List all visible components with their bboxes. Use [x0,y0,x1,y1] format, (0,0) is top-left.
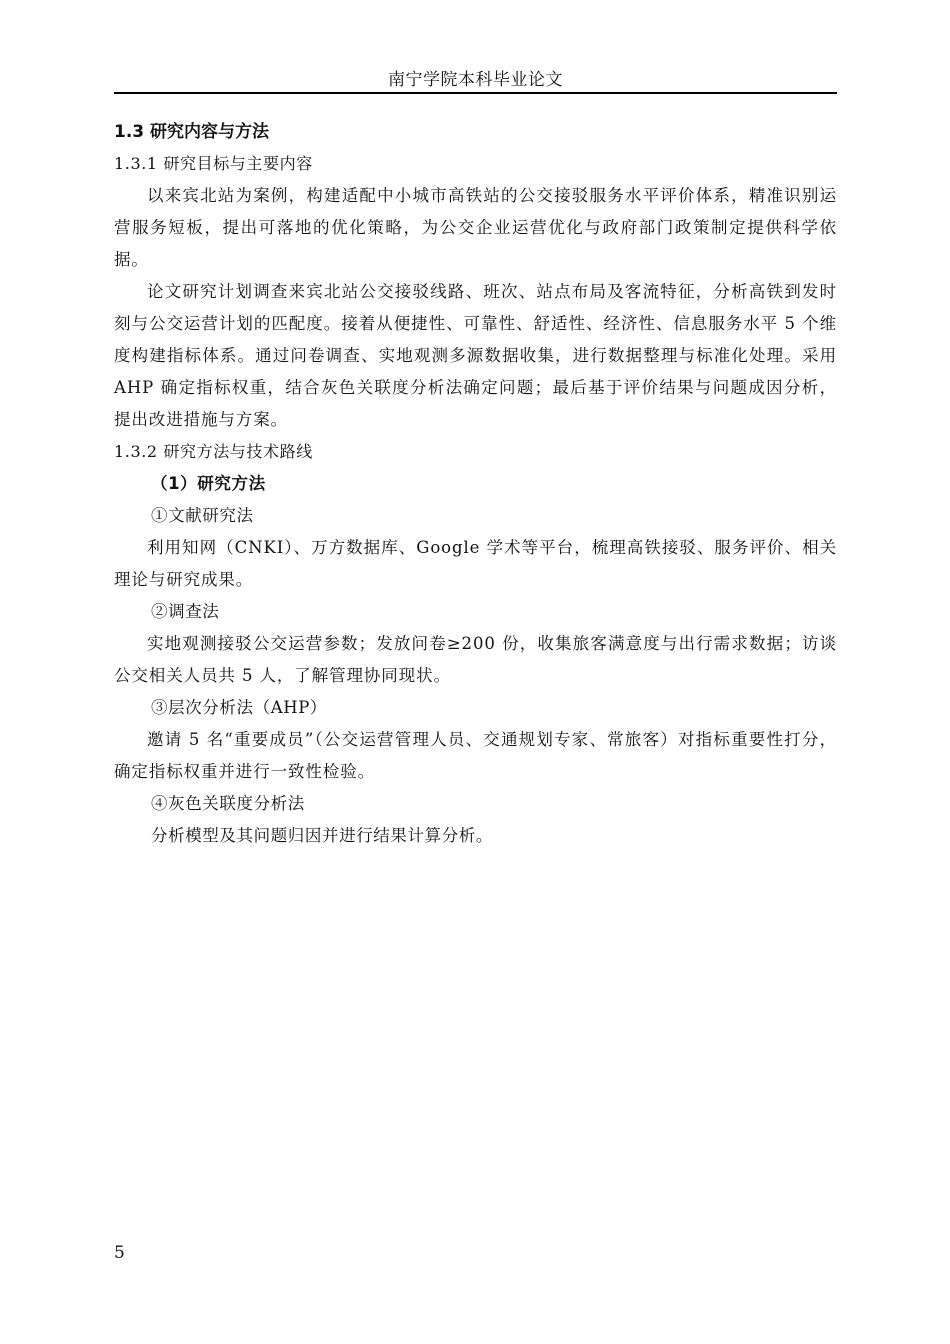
method-desc-survey: 实地观测接驳公交运营参数；发放问卷≥200 份，收集旅客满意度与出行需求数据；访谈公交相关人员共 5 人，了解管理协同现状。 [114,634,837,685]
method-desc-grey-relational: 分析模型及其问题归因并进行结果计算分析。 [151,826,493,845]
section-title: 1.3 研究内容与方法 [114,122,270,142]
method-desc-ahp: 邀请 5 名“重要成员”（公交运营管理人员、交通规划专家、常旅客）对指标重要性打分，确定指标权重并进行一致性检验。 [114,730,837,781]
page-number: 5 [114,1243,125,1263]
header-divider [114,92,837,94]
page-body [114,116,837,852]
paragraph-research-goal: 以来宾北站为案例，构建适配中小城市高铁站的公交接驳服务水平评价体系，精准识别运营服务短板，提出可落地的优化策略，为公交企业运营优化与政府部门政策制定提供科学依据。 [114,186,837,269]
method-name-grey-relational: ④灰色关联度分析法 [151,794,305,813]
method-desc-literature: 利用知网（CNKI）、万方数据库、Google 学术等平台，梳理高铁接驳、服务评价、相关理论与研究成果。 [114,538,837,589]
method-name-literature: ①文献研究法 [151,506,254,525]
methods-heading: （1）研究方法 [151,474,266,493]
page-header: 南宁学院本科毕业论文 [388,70,563,90]
method-name-survey: ②调查法 [151,602,220,621]
subsection-title-1-3-2: 1.3.2 研究方法与技术路线 [114,442,313,461]
subsection-title-1-3-1: 1.3.1 研究目标与主要内容 [114,154,313,173]
paragraph-research-content: 论文研究计划调查来宾北站公交接驳线路、班次、站点布局及客流特征，分析高铁到发时刻与公交运营计划的匹配度。接着从便捷性、可靠性、舒适性、经济性、信息服务水平 5 个维度构建指标体系。通过问卷调查、实地观测多源数据收集，进行数据整理与标准化处理。采用 AHP 确定指标权重，结合灰色关联度分析法确定问题；最后基于评价结果与问题成因分析，提出改进措施与方案。 [114,282,837,429]
method-name-ahp: ③层次分析法（AHP） [151,698,328,717]
